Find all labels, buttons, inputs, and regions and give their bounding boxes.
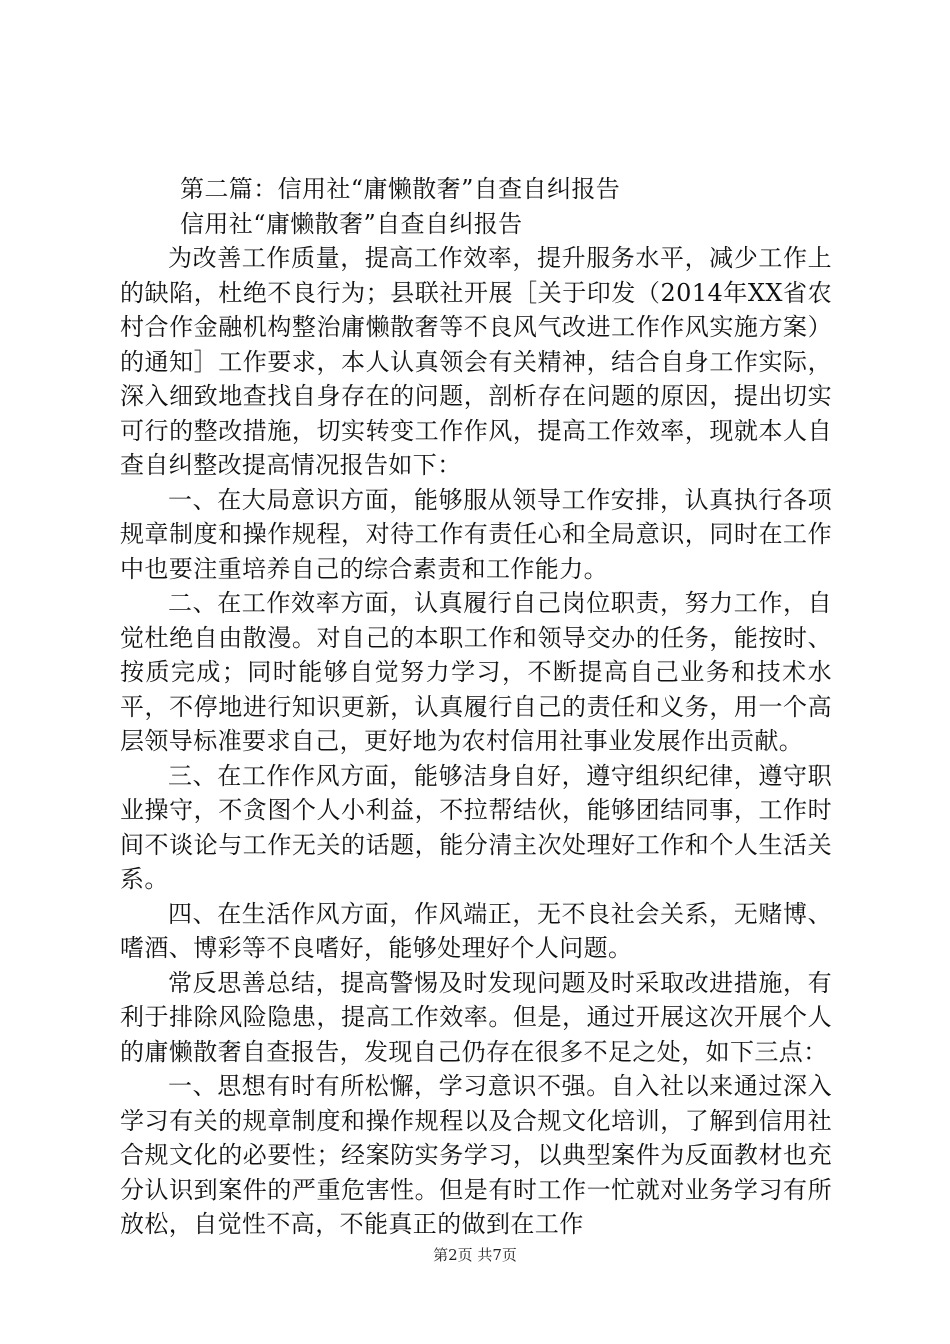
paragraph-intro: 为改善工作质量，提高工作效率，提升服务水平，减少工作上的缺陷，杜绝不良行为；县联社开展［关于印发（2014年XX省农村合作金融机构整治庸懒散奢等不良风气改进工作作风实施方案）的通知］工作要求，本人认真领会有关精神，结合自身工作实际，深入细致地查找自身存在的问题，剖析存在问题的原因，提出切实可行的整改措施，切实转变工作作风，提高工作效率，现就本人自查自纠整改提高情况报告如下： [120,244,832,479]
paragraph-section-2: 二、在工作效率方面，认真履行自己岗位职责，努力工作，自觉杜绝自由散漫。对自己的本职工作和领导交办的任务，能按时、按质完成；同时能够自觉努力学习，不断提高自己业务和技术水平，不停地进行知识更新，认真履行自己的责任和义务，用一个高层领导标准要求自己，更好地为农村信用社事业发展作出贡献。 [120,589,832,755]
paragraph-section-4: 四、在生活作风方面，作风端正，无不良社会关系，无赌博、嗜酒、博彩等不良嗜好，能够处理好个人问题。 [120,899,832,962]
document-subtitle: 信用社“庸懒散奢”自查自纠报告 [180,209,523,238]
paragraph-reflection: 常反思善总结，提高警惕及时发现问题及时采取改进措施，有利于排除风险隐患，提高工作效率。但是，通过开展这次开展个人的庸懒散奢自查报告，发现自己仍存在很多不足之处，如下三点： [120,968,832,1066]
page-number-footer: 第2页 共7页 [433,1246,517,1264]
paragraph-section-1: 一、在大局意识方面，能够服从领导工作安排，认真执行各项规章制度和操作规程，对待工作有责任心和全局意识，同时在工作中也要注重培养自己的综合素责和工作能力。 [120,485,832,583]
document-body [120,172,832,1242]
paragraph-shortcoming-1: 一、思想有时有所松懈，学习意识不强。自入社以来通过深入学习有关的规章制度和操作规程以及合规文化培训，了解到信用社合规文化的必要性；经案防实务学习，以典型案件为反面教材也充分认识到案件的严重危害性。但是有时工作一忙就对业务学习有所放松，自觉性不高，不能真正的做到在工作 [120,1072,832,1238]
paragraph-section-3: 三、在工作作风方面，能够洁身自好，遵守组织纪律，遵守职业操守，不贪图个人小利益，不拉帮结伙，能够团结同事，工作时间不谈论与工作无关的话题，能分清主次处理好工作和个人生活关系。 [120,761,832,893]
document-title: 第二篇：信用社“庸懒散奢”自查自纠报告 [180,175,621,203]
